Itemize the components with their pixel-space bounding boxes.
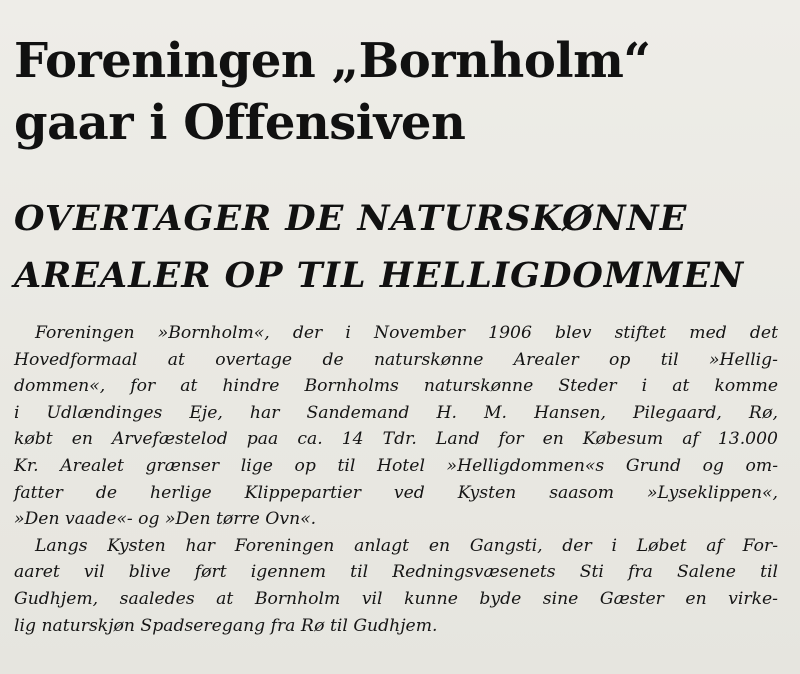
article-paragraph xyxy=(14,320,778,533)
text-line: Gudhjem, saaledes at Bornholm vil kunne byde sine Gæster en virke- xyxy=(14,588,778,609)
subheadline xyxy=(14,190,794,304)
text-line: Hovedformaal at overtage de naturskønne Arealer op til »Hellig- xyxy=(14,349,778,370)
article-paragraph xyxy=(14,533,778,639)
text-line: Foreningen »Bornholm«, der i November 1906 blev stiftet med det xyxy=(35,323,778,343)
headline-line: gaar i Offensiven xyxy=(14,95,466,151)
text-line: købt en Arvefæstelod paa ca. 14 Tdr. Land for en Købesum af 13.000 xyxy=(14,429,778,450)
text-line: i Udlændinges Eje, har Sandemand H. M. Hansen, Pilegaard, Rø, xyxy=(14,402,778,423)
text-line: Kr. Arealet grænser lige op til Hotel »Helligdommen«s Grund og om- xyxy=(14,455,778,476)
text-line: dommen«, for at hindre Bornholms naturskønne Steder i at komme xyxy=(14,376,778,397)
text-line: »Den vaade«- og »Den tørre Ovn«. xyxy=(14,509,317,530)
article-body xyxy=(14,320,778,639)
subheadline-line: AREALER OP TIL HELLIGDOMMEN xyxy=(14,255,745,296)
subheadline-line: OVERTAGER DE NATURSKØNNE xyxy=(14,198,688,239)
text-line: aaret vil blive ført igennem til Redningsvæsenets Sti fra Salene til xyxy=(14,562,778,583)
headline xyxy=(14,30,794,154)
text-line: fatter de herlige Klippepartier ved Kysten saasom »Lyseklippen«, xyxy=(14,482,778,503)
headline-line: Foreningen „Bornholm“ xyxy=(14,33,651,89)
text-line: lig naturskjøn Spadseregang fra Rø til Gudhjem. xyxy=(14,615,438,636)
text-line: Langs Kysten har Foreningen anlagt en Gangsti, der i Løbet af For- xyxy=(35,535,778,556)
